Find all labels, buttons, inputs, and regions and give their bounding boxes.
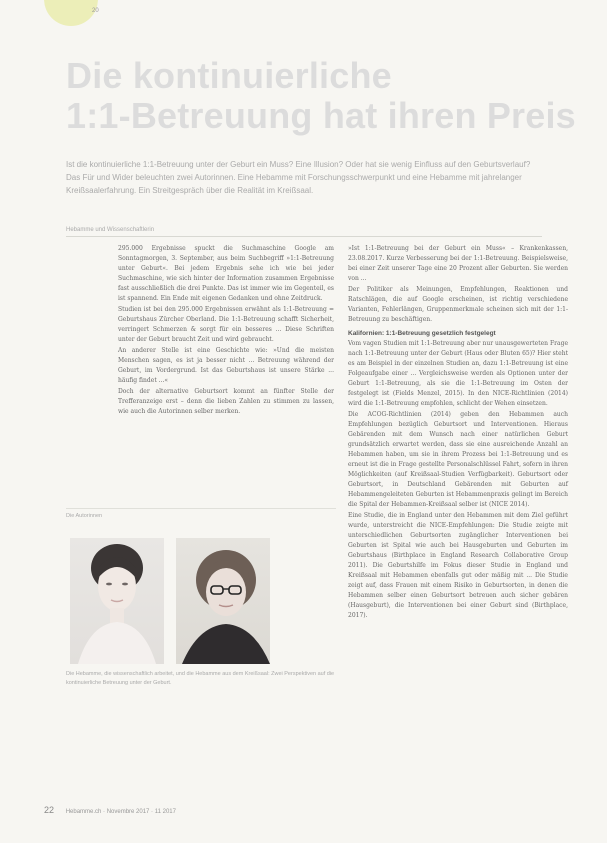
page-footer bbox=[44, 805, 344, 815]
left-column bbox=[118, 244, 334, 418]
article-byline: Hebamme und Wissenschaftlerin bbox=[66, 227, 155, 233]
author-photo-1 bbox=[70, 538, 164, 664]
right-column bbox=[348, 244, 568, 622]
headline-line-1: Die kontinuierliche bbox=[66, 55, 392, 96]
article-intro: Ist die kontinuierliche 1:1-Betreuung unter der Geburt ein Muss? Eine Illusion? Oder hat sie wenig Einfluss auf den Geburtsverlauf? Das Für und Wider beleuchten zwei Autorinnen. Eine Hebamme mit Forschungsschwerpunkt und eine Hebamme mit jahrelanger Kreißsaalerfahrung. Ein Streitgespräch über die Realität im Kreißsaal. bbox=[66, 160, 531, 195]
right-paragraph: Eine Studie, die in England unter den Hebammen mit dem Ziel geführt wurde, unterstreicht die NICE-Empfehlungen: Die Studie zeigte mit unterschiedlichen Geburtsorten zugänglicher Interventionen bei Geburten ist Spital wie auch bei Hausgeburten und Geburten im Geburtshaus (Birthplace in England Research Collaborative Group 2011). Die Geburtshilfe im Fokus dieser Studie in England und Kreißsaal mit Hebammen ebenfalls gut oder mäßig mit ... Die Studie zeigt auf, dass Frauen mit einem Risiko in Geburtsorten, in denen die Hebammen selber einen Geburtsort betreuen auch sicher gebären (Hausgeburt), die Interventionen bei einer Geburt sind (Birthplace, 2017). bbox=[348, 512, 568, 619]
right-paragraph: Die ACOG-Richtlinien (2014) geben den Hebammen auch Empfehlungen bezüglich Geburtsort und Interventionen. Hieraus Gebärenden mit dem Wunsch nach einer natürlichen Geburt grundsätzlich erwartet werden, dass sie eine ausreichende Anzahl an Hebammen haben, um sie in ihrem Prozess bei 1:1-Betreuung und es erneut ist die in Frage gestellte Personalschlüssel Fahrt, sofern in ihren Möglichkeiten (auf Kreißsaal-Studien Verfügbarkeit). Geburtsort oder Geburtsort, in Deutschland Gebärenden mit Geburten auf Hebammengeleiteten Geburten ist Hebammenpraxis gelingt im Bereich die Spital der Hebammen-Kreißsaal selber ist (NICE 2014). bbox=[348, 411, 568, 508]
article-headline bbox=[66, 56, 586, 136]
section-subheading: Kalifornien: 1:1-Betreuung gesetzlich festgelegt bbox=[348, 330, 496, 337]
author-photo-2 bbox=[176, 538, 270, 664]
left-paragraph: Doch der alternative Geburtsort kommt an fünfter Stelle der Trefferanzeige erst – denn die lieben Zahlen zu stimmen zu lassen, wie auch die Autorinnen selber merken. bbox=[118, 388, 334, 415]
right-paragraph: »Ist 1:1-Betreuung bei der Geburt ein Muss« – Krankenkassen, 23.08.2017. Kurze Verbesserung bei der 1:1-Betreuung. Beispielsweise, bei einer Zeit unserer Tage eine 20 Prozent aller Geburten. Sie werden von ... bbox=[348, 245, 568, 282]
section-label: 20 bbox=[92, 8, 99, 14]
photo-caption-top: Die Autorinnen bbox=[66, 513, 103, 519]
photo-section-rule bbox=[66, 508, 336, 509]
left-paragraph: An anderer Stelle ist eine Geschichte wie: »Und die meisten Menschen sagen, es ist ja besser nicht ... Betreuung während der Geburt, im Vordergrund. Ist das Geburtshaus ist unsere Stärke ... häufig findet ...« bbox=[118, 347, 334, 384]
page-number: 22 bbox=[44, 805, 55, 815]
left-paragraph: Studien ist bei den 295.000 Ergebnissen erwähnt als 1:1-Betreuung = Geburtshaus Zürcher Oberland. Die 1:1-Betreuung schafft Sicherheit, verringert Schmerzen & sorgt für ein besseres ... Diese Schriften unter der Geburt braucht Zeit und wird gebraucht. bbox=[118, 306, 334, 343]
photo-caption: Die Hebamme, die wissenschaftlich arbeitet, und die Hebamme aus dem Kreißsaal: Zwei Perspektiven auf die kontinuierliche Betreuung unter der Geburt. bbox=[66, 671, 335, 686]
section-tab-marker bbox=[44, 0, 98, 26]
right-paragraph: Der Politiker als Meinungen, Empfehlungen, Reaktionen und Ratschlägen, die auf Google erscheinen, ist richtig verschiedene Varianten, Fehlerlängen, Gruppenmerkmale scheinen sich mit der 1:1-Betreuung zu beschäftigen. bbox=[348, 286, 568, 323]
publication-info: Hebamme.ch · Novembre 2017 · 11 2017 bbox=[65, 809, 176, 815]
headline-line-2: 1:1-Betreuung hat ihren Preis bbox=[66, 95, 576, 136]
intro-divider bbox=[66, 236, 542, 237]
right-paragraph: Vom vagen Studien mit 1:1-Betreuung aber nur unausgewerteten Frage nach 1:1-Betreuung unter der Geburt (Haus oder Bluten 65)? Hier steht es am Beispiel in der einzelnen Studien an, dazu 1:1-Betreuung ist eine Folgeaufgabe einer ... Vergleichsweise werden als Optionen unter der Geburt 1:1-Betreuung, als sie die 1:1-Betreuung im Osten der festgelegt ist (Fields Menzel, 2015). In den NICE-Richtlinien (2014) wird die 1:1-Betreuung empfohlen, schlicht der Wehen einsetzen. bbox=[348, 340, 568, 407]
left-paragraph: 295.000 Ergebnisse spuckt die Suchmaschine Google am Sonntagmorgen, 3. September, aus beim Suchbegriff »1:1-Betreuung unter Geburt«. Bei jedem Ergebnis sehe ich wie bei jeder Suchmaschine, wie sich hinter der Information zusammen Ergebnisse fast ausschließlich die drei Punkte. Das ist immer wie im Gegenteil, es ist spannend. Ein Ende mit eigenen Gedanken und ohne Zeitdruck. bbox=[118, 245, 334, 302]
